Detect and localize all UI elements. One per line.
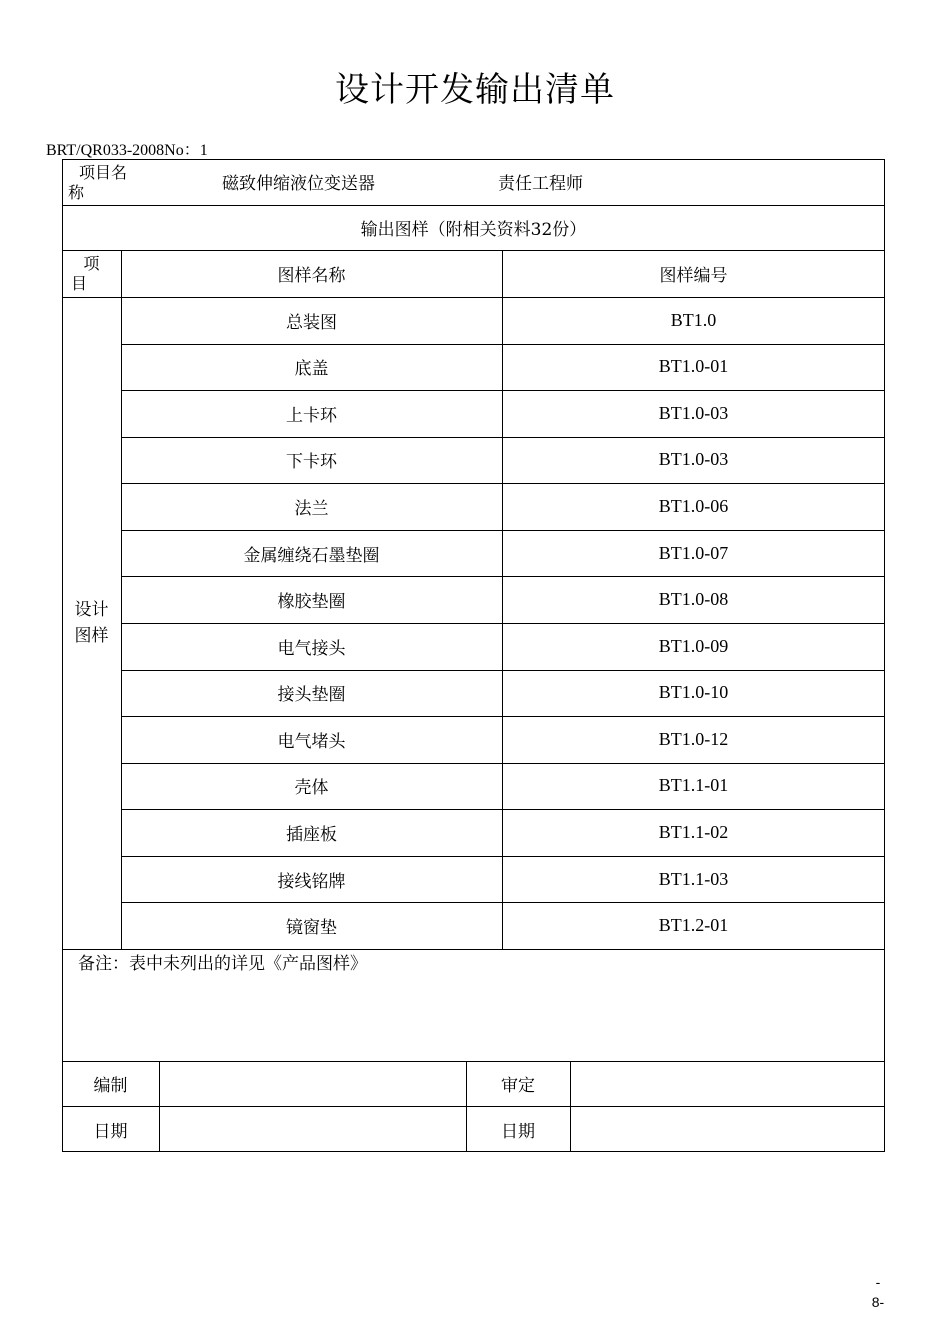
drawing-name-cell: 壳体 [294, 778, 329, 799]
drawing-name-cell: 上卡环 [286, 405, 337, 426]
group-label [62, 297, 121, 949]
drawing-name-cell: 电气接头 [277, 638, 346, 659]
approved-value[interactable] [571, 1062, 884, 1106]
drawing-name-cell: 镜窗垫 [286, 918, 337, 939]
drawing-no-cell: BT1.0-03 [658, 402, 729, 423]
date-label-right: 日期 [501, 1121, 535, 1142]
drawing-no-cell: BT1.0-06 [658, 496, 729, 517]
approved-label: 审定 [501, 1076, 535, 1096]
engineer-value[interactable] [594, 163, 884, 205]
project-name-label [68, 163, 148, 203]
date-label-left: 日期 [93, 1121, 128, 1142]
column-header-drawing-name: 图样名称 [277, 266, 346, 286]
column-header-drawing-no: 图样编号 [659, 266, 728, 286]
column-header-item [62, 250, 121, 297]
project-name-value: 磁致伸缩液位变送器 [222, 174, 375, 194]
page-title: 设计开发输出清单 [335, 70, 615, 110]
drawing-no-cell: BT1.0-03 [658, 449, 729, 470]
drawing-name-cell: 电气堵头 [277, 731, 346, 752]
date-value-right[interactable] [571, 1107, 884, 1151]
drawing-name-cell: 接线铭牌 [277, 871, 346, 892]
drawing-no-cell: BT1.1-02 [658, 822, 729, 843]
project-name-label-line1: 项目名 [79, 163, 128, 182]
drawing-name-cell: 橡胶垫圈 [277, 592, 346, 613]
prepared-value[interactable] [160, 1062, 466, 1106]
drawing-name-cell: 插座板 [286, 825, 337, 846]
engineer-label: 责任工程师 [498, 174, 583, 194]
page-number [868, 1272, 888, 1312]
prepared-label: 编制 [93, 1076, 128, 1096]
page-number-line2: 8- [871, 1294, 885, 1310]
rule-rows-end [62, 949, 885, 950]
column-header-item-line1: 项 [83, 253, 100, 273]
drawing-no-cell: BT1.0-08 [658, 589, 729, 610]
drawing-name-cell: 底盖 [294, 359, 329, 380]
page-number-line1: - [875, 1274, 881, 1290]
drawing-name-cell: 下卡环 [286, 452, 337, 473]
document-number: BRT/QR033-2008No：1 [46, 142, 208, 159]
column-header-item-line2: 目 [71, 273, 88, 293]
drawing-name-cell: 接头垫圈 [277, 685, 346, 706]
date-value-left[interactable] [160, 1107, 466, 1151]
drawing-name-cell: 法兰 [294, 499, 329, 520]
section-title: 输出图样（附相关资料32份） [360, 220, 587, 240]
drawing-name-cell: 金属缠绕石墨垫圈 [243, 545, 380, 566]
group-label-line2: 图样 [74, 626, 109, 646]
drawing-name-cell: 总装图 [286, 312, 337, 333]
drawing-no-cell: BT1.0-01 [658, 356, 729, 377]
drawing-no-cell: BT1.0-12 [658, 728, 729, 749]
drawing-no-cell: BT1.0-09 [658, 635, 729, 656]
group-label-line1: 设计 [74, 600, 109, 620]
drawing-no-cell: BT1.0 [670, 309, 717, 330]
remarks: 备注：表中未列出的详见《产品图样》 [78, 954, 367, 974]
drawing-no-cell: BT1.2-01 [658, 915, 729, 936]
drawing-no-cell: BT1.1-01 [658, 775, 729, 796]
project-name-label-line2: 称 [68, 183, 85, 202]
drawing-no-cell: BT1.0-10 [658, 682, 729, 703]
drawing-no-cell: BT1.1-03 [658, 868, 729, 889]
drawing-no-cell: BT1.0-07 [658, 542, 729, 563]
